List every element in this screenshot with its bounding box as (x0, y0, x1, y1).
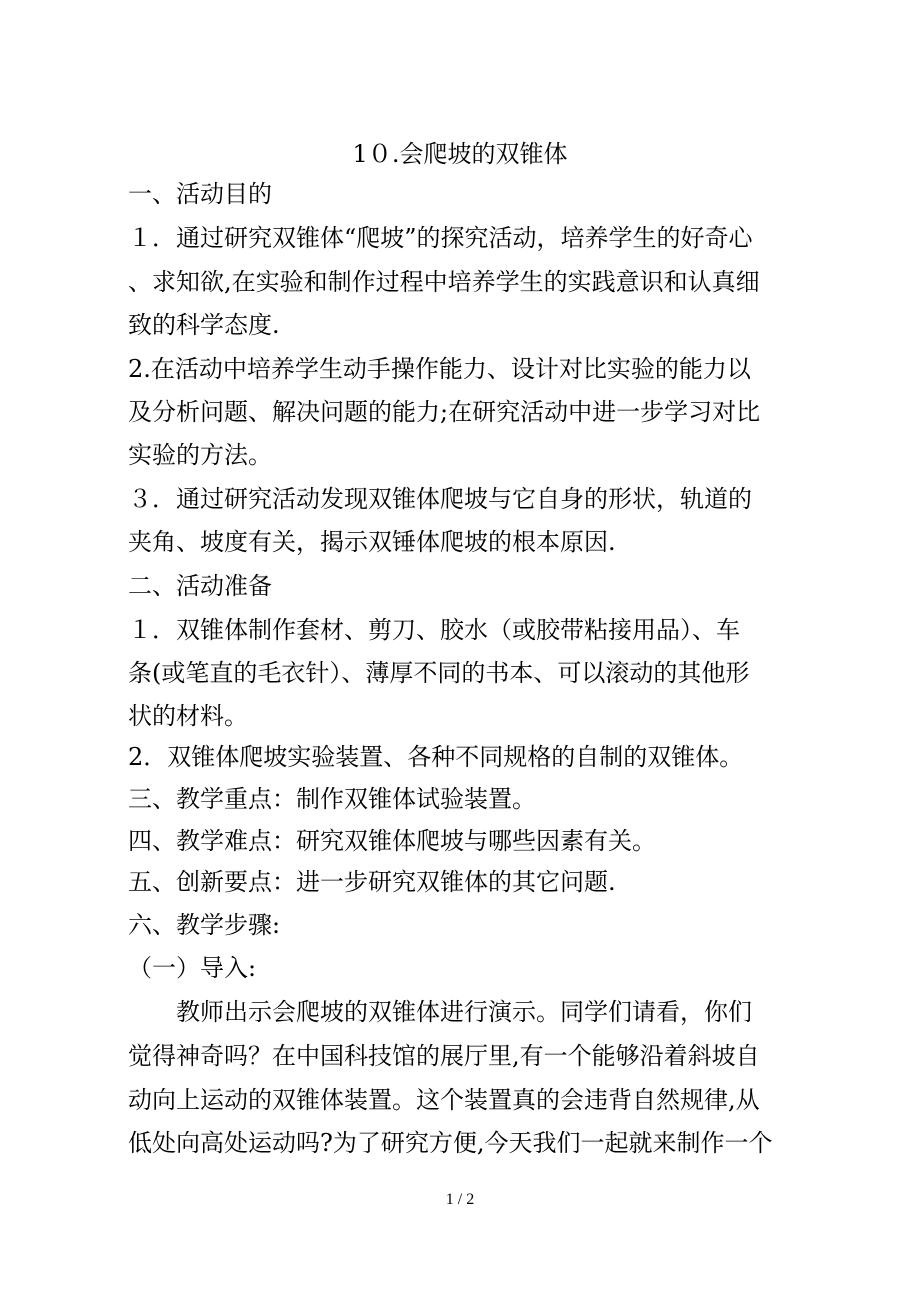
paragraph-line: 教师出示会爬坡的双锥体进行演示。同学们请看，你们 (176, 998, 752, 1026)
paragraph-line: 2．双锥体爬坡实验装置、各种不同规格的自制的双锥体。 (128, 743, 744, 771)
section-heading-innovation: 五、创新要点：进一步研究双锥体的其它问题. (128, 868, 616, 896)
page-number: 1 / 2 (445, 1191, 475, 1208)
subsection-heading-intro: （一）导入: (128, 954, 257, 982)
section-heading-steps: 六、教学步骤: (128, 911, 281, 939)
section-heading-difficulties: 四、教学难点：研究双锥体爬坡与哪些因素有关。 (128, 827, 656, 855)
paragraph-line: 夹角、坡度有关，揭示双锤体爬坡的根本原因. (128, 528, 616, 556)
paragraph-line: 低处向高处运动吗?为了研究方便,今天我们一起就来制作一个 (128, 1129, 773, 1157)
paragraph-line: １．双锥体制作套材、剪刀、胶水（或胶带粘接用品）、车 (128, 616, 740, 644)
paragraph-line: 及分析问题、解决问题的能力;在研究活动中进一步学习对比 (128, 398, 761, 426)
paragraph-line: １．通过研究双锥体“爬坡”的探究活动，培养学生的好奇心 (128, 224, 753, 252)
section-heading-goals: 一、活动目的 (128, 180, 272, 208)
paragraph-line: 条(或笔直的毛衣针）、薄厚不同的书本、可以滚动的其他形 (128, 659, 750, 687)
paragraph-line: 实验的方法。 (128, 441, 272, 469)
paragraph-line: 动向上运动的双锥体装置。这个装置真的会违背自然规律,从 (128, 1086, 760, 1114)
paragraph-line: 2.在活动中培养学生动手操作能力、设计对比实验的能力以 (128, 355, 751, 383)
paragraph-line: 、求知欲,在实验和制作过程中培养学生的实践意识和认真细 (128, 268, 760, 296)
paragraph-line: ３．通过研究活动发现双锥体爬坡与它自身的形状，轨道的 (128, 485, 752, 513)
section-heading-preparation: 二、活动准备 (128, 572, 272, 600)
paragraph-line: 状的材料。 (128, 702, 248, 730)
section-heading-key-points: 三、教学重点：制作双锥体试验装置。 (128, 785, 536, 813)
paragraph-line: 觉得神奇吗？在中国科技馆的展厅里,有一个能够沿着斜坡自 (128, 1042, 760, 1070)
document-title: 1０.会爬坡的双锥体 (352, 140, 568, 168)
paragraph-line: 致的科学态度. (128, 311, 280, 339)
